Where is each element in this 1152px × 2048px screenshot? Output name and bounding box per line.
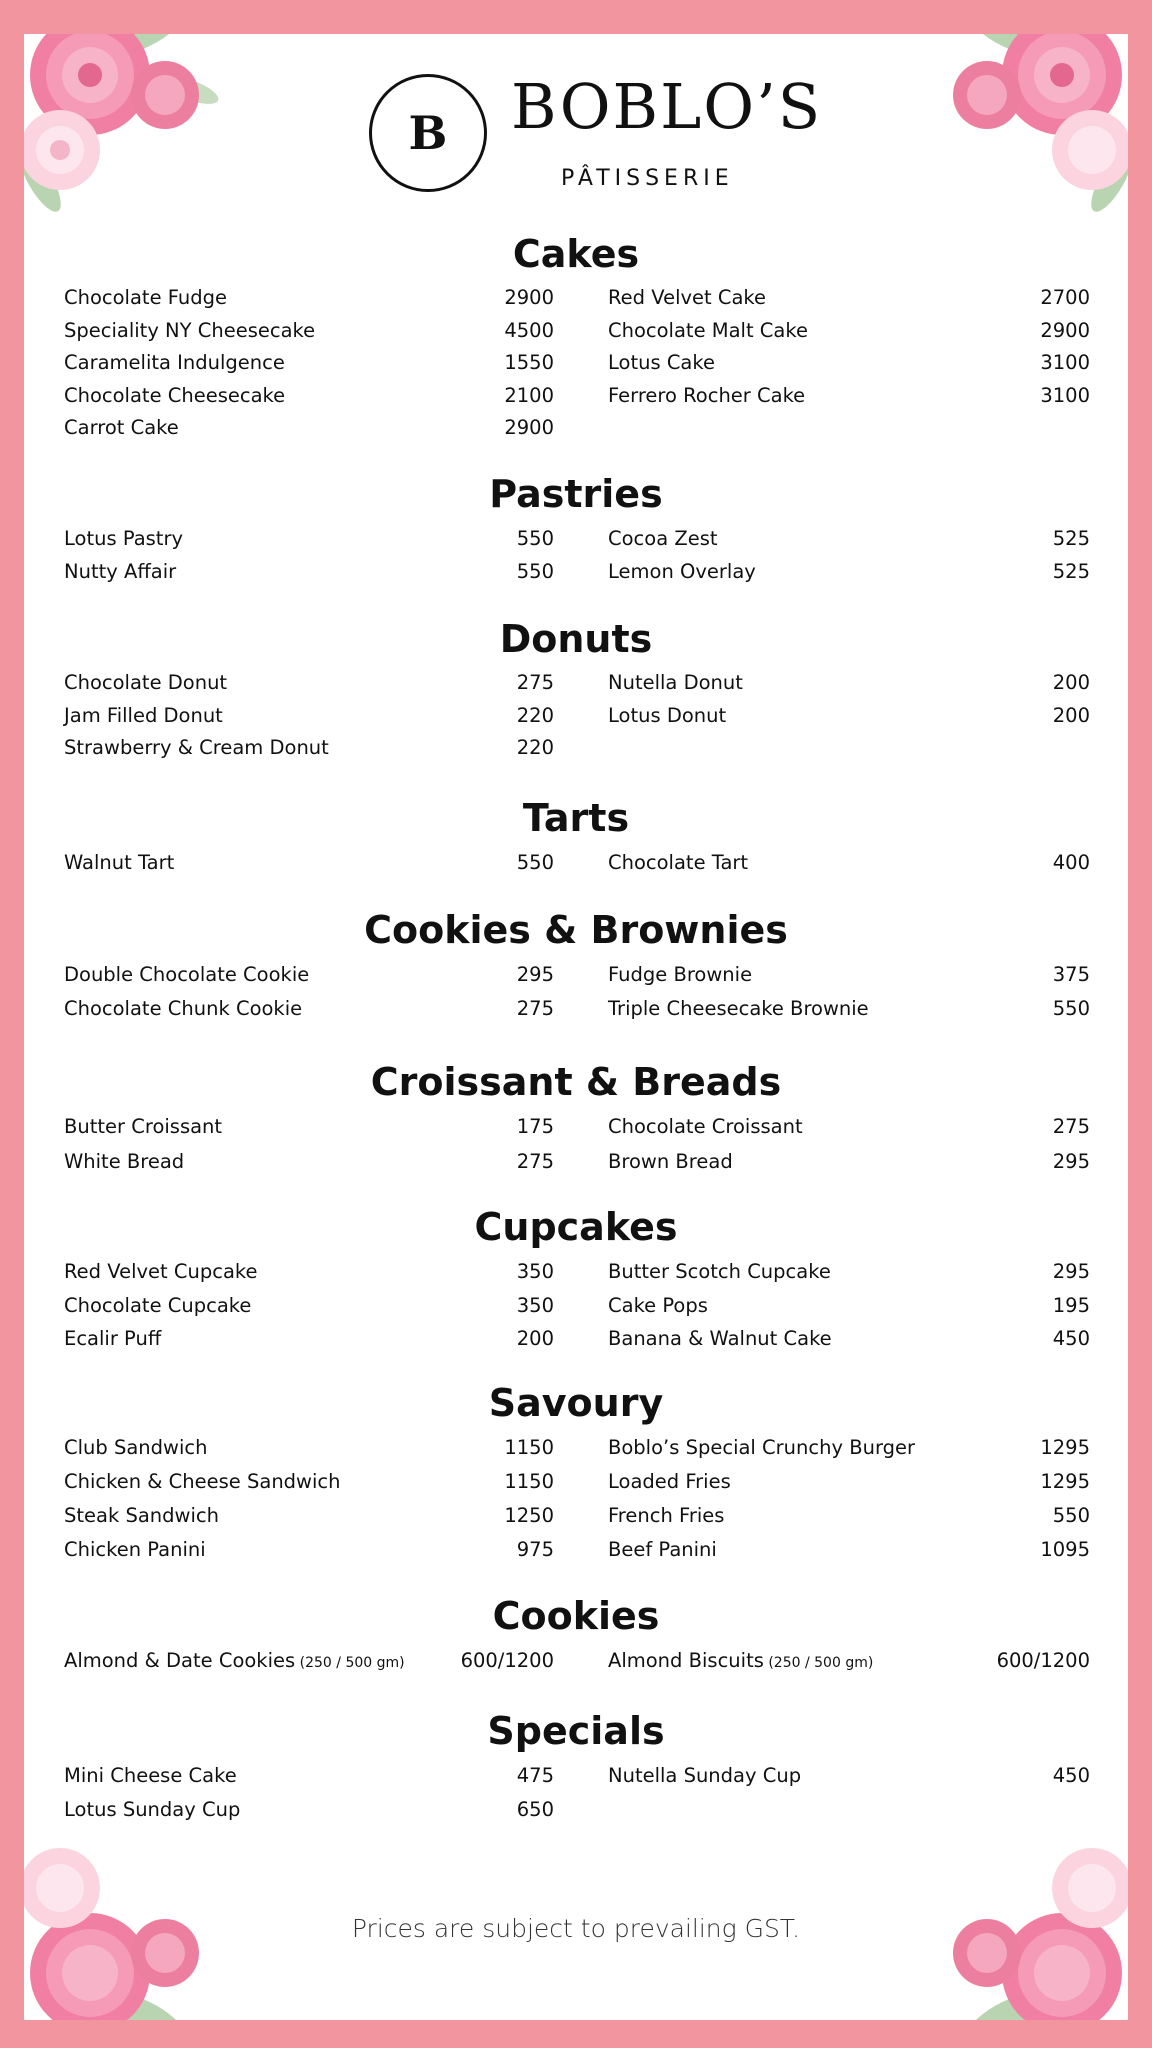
menu-item xyxy=(64,1499,554,1533)
menu-item xyxy=(64,1145,554,1180)
section-title: Cookies & Brownies xyxy=(364,908,788,952)
section-title: Savoury xyxy=(488,1381,664,1425)
menu-item xyxy=(608,282,1090,315)
item-name: Chicken & Cheese Sandwich xyxy=(64,1470,341,1493)
menu-section xyxy=(24,1709,1128,1821)
menu-item xyxy=(64,1793,554,1827)
item-price: 1295 xyxy=(1040,1470,1090,1493)
item-price: 220 xyxy=(516,703,554,727)
menu-item xyxy=(608,347,1090,380)
item-price: 350 xyxy=(516,1293,554,1317)
menu-section xyxy=(24,1060,1128,1173)
gst-note: Prices are subject to prevailing GST. xyxy=(351,1914,801,1943)
right-column xyxy=(608,1255,1090,1356)
item-price: 600/1200 xyxy=(460,1649,554,1672)
item-name: Cake Pops xyxy=(608,1293,708,1317)
item-price: 600/1200 xyxy=(996,1649,1090,1672)
section-title: Cakes xyxy=(512,232,640,276)
menu-item xyxy=(608,1289,1090,1323)
item-name: Loaded Fries xyxy=(608,1470,731,1493)
left-column xyxy=(64,1110,554,1179)
menu-item xyxy=(608,1465,1090,1499)
section-title: Cookies xyxy=(492,1594,660,1638)
menu-item xyxy=(64,846,554,879)
item-name: Caramelita Indulgence xyxy=(64,351,285,374)
menu-item xyxy=(608,1644,1090,1677)
left-column xyxy=(64,958,554,1026)
item-price: 450 xyxy=(1052,1764,1090,1787)
item-name: Chocolate Cupcake xyxy=(64,1293,252,1317)
item-name: Lotus Cake xyxy=(608,351,715,374)
menu-item xyxy=(64,1255,554,1289)
item-price: 2900 xyxy=(504,286,554,309)
section-title: Tarts xyxy=(522,796,630,840)
menu-section xyxy=(24,908,1128,1020)
flower-decoration-icon xyxy=(912,34,1128,220)
item-name: Club Sandwich xyxy=(64,1436,208,1459)
item-price: 275 xyxy=(1052,1115,1090,1138)
item-price: 2900 xyxy=(1040,318,1090,342)
item-price: 2700 xyxy=(1040,286,1090,309)
menu-section xyxy=(24,617,1128,759)
right-column xyxy=(608,522,1090,588)
logo xyxy=(369,74,487,192)
item-name: Jam Filled Donut xyxy=(64,703,223,727)
item-price: 550 xyxy=(516,560,554,583)
item-name: Fudge Brownie xyxy=(608,963,753,986)
item-name: Chicken Panini xyxy=(64,1538,206,1561)
item-name: Chocolate Chunk Cookie xyxy=(64,997,303,1020)
item-price: 475 xyxy=(516,1764,554,1787)
item-price: 275 xyxy=(516,671,554,694)
item-name: Lotus Sunday Cup xyxy=(64,1797,241,1821)
menu-section xyxy=(24,472,1128,583)
left-column xyxy=(64,282,554,445)
item-price: 2900 xyxy=(504,416,554,439)
item-name: Lotus Pastry xyxy=(64,527,184,550)
left-column xyxy=(64,846,554,879)
menu-item xyxy=(608,380,1090,413)
menu-item xyxy=(608,1533,1090,1567)
item-name: Carrot Cake xyxy=(64,416,179,439)
menu-item xyxy=(608,315,1090,348)
menu-item xyxy=(64,380,554,413)
item-name: Triple Cheesecake Brownie xyxy=(608,997,869,1020)
item-name: French Fries xyxy=(608,1504,725,1527)
item-name: Ecalir Puff xyxy=(64,1327,162,1350)
item-price: 550 xyxy=(516,851,554,874)
item-name: Double Chocolate Cookie xyxy=(64,963,310,986)
brand-header xyxy=(369,70,823,214)
item-name: Chocolate Malt Cake xyxy=(608,318,808,342)
item-name: Red Velvet Cupcake xyxy=(64,1260,258,1283)
right-column xyxy=(608,1431,1090,1567)
item-price: 975 xyxy=(516,1538,554,1561)
item-name: Boblo’s Special Crunchy Burger xyxy=(608,1436,916,1459)
item-price: 550 xyxy=(1052,1504,1090,1527)
item-price: 295 xyxy=(1052,1149,1090,1173)
item-name: Cocoa Zest xyxy=(608,527,718,550)
item-name: White Bread xyxy=(64,1149,185,1173)
brand-name: BOBLO’S xyxy=(511,70,823,143)
item-name: Nutella Donut xyxy=(608,671,743,694)
item-price: 3100 xyxy=(1040,351,1090,374)
menu-item xyxy=(64,667,554,700)
section-title: Specials xyxy=(487,1709,665,1753)
item-price: 550 xyxy=(1052,997,1090,1020)
menu-item xyxy=(64,992,554,1026)
item-price: 295 xyxy=(1052,1260,1090,1283)
menu-item xyxy=(608,1431,1090,1465)
item-price: 195 xyxy=(1052,1293,1090,1317)
menu-item xyxy=(64,555,554,588)
menu-card xyxy=(24,34,1128,2020)
menu-item xyxy=(608,958,1090,992)
menu-item xyxy=(608,522,1090,555)
section-title: Cupcakes xyxy=(474,1205,678,1249)
item-price: 1550 xyxy=(504,351,554,374)
menu-item xyxy=(608,1322,1090,1356)
menu-section xyxy=(24,1381,1128,1561)
item-price: 375 xyxy=(1052,963,1090,986)
item-note: (250 / 500 gm) xyxy=(295,1655,405,1671)
menu-item xyxy=(64,1110,554,1145)
section-title: Croissant & Breads xyxy=(370,1060,782,1104)
item-price: 4500 xyxy=(504,318,554,342)
right-column xyxy=(608,1110,1090,1179)
section-title: Pastries xyxy=(489,472,663,516)
menu-item xyxy=(608,1255,1090,1289)
right-column xyxy=(608,958,1090,1026)
item-price: 525 xyxy=(1052,527,1090,550)
item-name: Lotus Donut xyxy=(608,703,727,727)
item-price: 275 xyxy=(516,997,554,1020)
item-price: 650 xyxy=(516,1797,554,1821)
item-note: (250 / 500 gm) xyxy=(763,1655,874,1671)
menu-item xyxy=(64,1431,554,1465)
item-price: 550 xyxy=(516,527,554,550)
menu-item xyxy=(64,1289,554,1323)
item-name: Chocolate Fudge xyxy=(64,286,228,309)
right-column xyxy=(608,282,1090,412)
item-price: 295 xyxy=(516,963,554,986)
item-name: Lemon Overlay xyxy=(608,560,756,583)
item-name: Chocolate Tart xyxy=(608,851,749,874)
menu-item xyxy=(64,347,554,380)
menu-section xyxy=(24,232,1128,439)
menu-item xyxy=(608,846,1090,879)
item-price: 1095 xyxy=(1040,1538,1090,1561)
menu-item xyxy=(64,700,554,733)
brand-subtitle: PÂTISSERIE xyxy=(561,166,734,191)
item-name: Walnut Tart xyxy=(64,851,175,874)
menu-item xyxy=(608,667,1090,700)
menu-item xyxy=(64,1533,554,1567)
item-name: Almond & Date Cookies (250 / 500 gm) xyxy=(64,1649,405,1672)
logo-letter: B xyxy=(408,106,448,160)
menu-item xyxy=(608,1110,1090,1145)
item-name: Almond Biscuits (250 / 500 gm) xyxy=(608,1649,874,1672)
item-price: 200 xyxy=(1052,671,1090,694)
item-name: Speciality NY Cheesecake xyxy=(64,318,316,342)
item-name: Ferrero Rocher Cake xyxy=(608,383,806,407)
right-column xyxy=(608,1644,1090,1677)
menu-item xyxy=(64,1644,554,1677)
item-name: Steak Sandwich xyxy=(64,1504,219,1527)
menu-item xyxy=(64,282,554,315)
menu-item xyxy=(64,412,554,445)
item-name: Banana & Walnut Cake xyxy=(608,1327,832,1350)
item-name: Red Velvet Cake xyxy=(608,286,767,309)
right-column xyxy=(608,1759,1090,1793)
item-price: 450 xyxy=(1052,1327,1090,1350)
flower-decoration-icon xyxy=(24,34,240,220)
section-title: Donuts xyxy=(499,617,653,661)
menu-item xyxy=(64,958,554,992)
menu-item xyxy=(64,522,554,555)
menu-item xyxy=(608,700,1090,733)
item-price: 200 xyxy=(1052,703,1090,727)
item-price: 525 xyxy=(1052,560,1090,583)
menu-item xyxy=(64,1759,554,1793)
item-price: 1250 xyxy=(504,1504,554,1527)
item-name: Strawberry & Cream Donut xyxy=(64,736,329,759)
menu-section xyxy=(24,1205,1128,1350)
item-price: 3100 xyxy=(1040,383,1090,407)
item-name: Butter Scotch Cupcake xyxy=(608,1260,831,1283)
item-name: Chocolate Cheesecake xyxy=(64,383,286,407)
menu-item xyxy=(608,555,1090,588)
menu-item xyxy=(64,732,554,765)
item-price: 2100 xyxy=(504,383,554,407)
menu-section xyxy=(24,796,1128,874)
item-name: Mini Cheese Cake xyxy=(64,1764,237,1787)
menu-item xyxy=(608,1499,1090,1533)
menu-section xyxy=(24,1594,1128,1672)
menu-item xyxy=(608,992,1090,1026)
menu-item xyxy=(64,315,554,348)
menu-item xyxy=(608,1145,1090,1180)
item-price: 400 xyxy=(1052,851,1090,874)
right-column xyxy=(608,846,1090,879)
item-name: Nutella Sunday Cup xyxy=(608,1764,802,1787)
item-price: 175 xyxy=(516,1115,554,1138)
item-price: 220 xyxy=(516,736,554,759)
item-name: Chocolate Donut xyxy=(64,671,228,694)
item-name: Butter Croissant xyxy=(64,1115,223,1138)
right-column xyxy=(608,667,1090,732)
left-column xyxy=(64,1255,554,1356)
left-column xyxy=(64,1759,554,1826)
menu-item xyxy=(608,1759,1090,1793)
item-price: 1150 xyxy=(504,1436,554,1459)
menu-item xyxy=(64,1322,554,1356)
item-price: 350 xyxy=(516,1260,554,1283)
menu-item xyxy=(64,1465,554,1499)
item-name: Brown Bread xyxy=(608,1149,733,1173)
item-name: Chocolate Croissant xyxy=(608,1115,803,1138)
item-name: Nutty Affair xyxy=(64,560,177,583)
left-column xyxy=(64,522,554,588)
item-price: 1295 xyxy=(1040,1436,1090,1459)
left-column xyxy=(64,1431,554,1567)
item-price: 275 xyxy=(516,1149,554,1173)
left-column xyxy=(64,1644,554,1677)
item-name: Beef Panini xyxy=(608,1538,717,1561)
item-price: 200 xyxy=(516,1327,554,1350)
left-column xyxy=(64,667,554,765)
item-price: 1150 xyxy=(504,1470,554,1493)
